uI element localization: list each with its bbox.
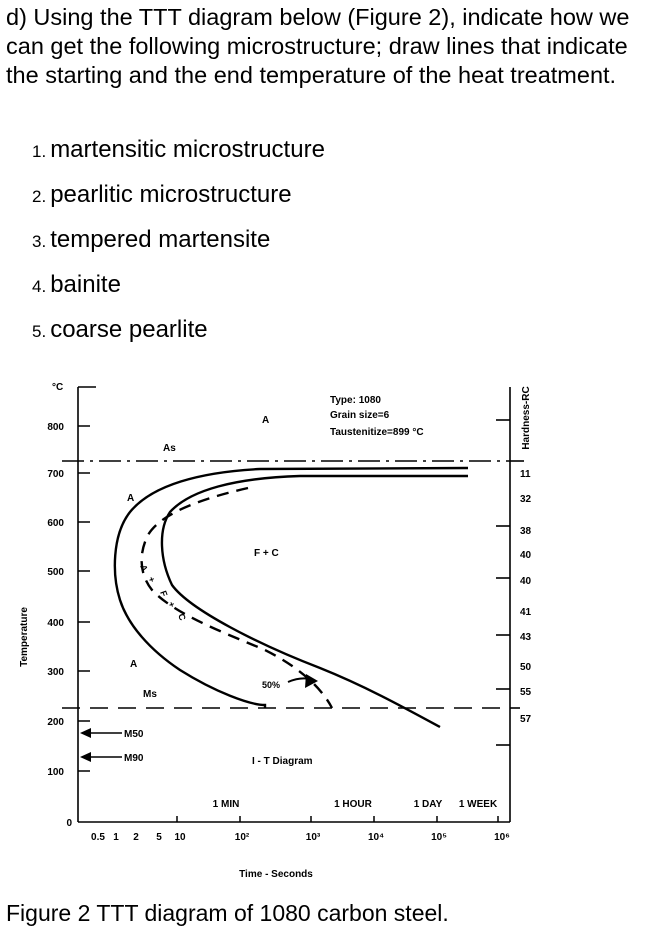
- list-number: 2.: [32, 187, 47, 206]
- x-tick-label: 10³: [305, 832, 321, 843]
- hardness-axis-label: Hardness-RC: [521, 386, 532, 450]
- x-ticks: [177, 816, 498, 822]
- finish-curve: [162, 476, 468, 727]
- y-tick-label: 400: [47, 618, 64, 629]
- y-tick-label: 600: [47, 518, 64, 529]
- y-tick-label: 100: [47, 767, 64, 778]
- region-m50: M50: [124, 729, 144, 740]
- region-a-low: A: [130, 659, 138, 670]
- x-tick-label: 10⁶: [494, 832, 510, 843]
- region-a-top: A: [262, 415, 270, 426]
- grain-size: Grain size=6: [330, 410, 390, 421]
- austenitize-temp: Taustenitize=899 °C: [330, 427, 424, 438]
- list-number: 5.: [32, 322, 47, 341]
- right-ticks: [496, 420, 510, 745]
- time-mark-label: 1 MIN: [212, 799, 240, 810]
- hardness-value: 40: [520, 576, 532, 587]
- region-ms: Ms: [143, 689, 157, 700]
- hardness-values: [520, 469, 532, 725]
- list-label: martensitic microstructure: [50, 136, 325, 163]
- y-tick-labels: [47, 422, 72, 829]
- time-mark-label: 1 DAY: [413, 799, 443, 810]
- list-number: 3.: [32, 232, 47, 251]
- x-tick-label: 1: [113, 832, 119, 843]
- list-item: [32, 179, 325, 224]
- label-f-plus-sym: +: [166, 600, 178, 609]
- y-tick-label: 500: [47, 567, 64, 578]
- list-number: 4.: [32, 277, 47, 296]
- y-ticks: [78, 426, 90, 771]
- list-label: pearlitic microstructure: [50, 181, 292, 208]
- hardness-value: 55: [520, 687, 532, 698]
- hardness-value: 38: [520, 526, 532, 537]
- steel-info: [330, 395, 424, 438]
- x-tick-label: 10: [174, 832, 186, 843]
- x-tick-label: 2: [133, 832, 139, 843]
- m90-arrow-head-icon: [80, 752, 91, 762]
- y-tick-label: 300: [47, 667, 64, 678]
- x-axis-label: Time - Seconds: [239, 869, 313, 880]
- hardness-value: 50: [520, 662, 532, 673]
- list-item: [32, 224, 325, 269]
- x-tick-label: 5: [156, 832, 162, 843]
- x-tick-labels: [91, 832, 510, 843]
- x-tick-label: 10²: [234, 832, 250, 843]
- figure-caption: Figure 2 TTT diagram of 1080 carbon steel.: [6, 900, 449, 926]
- y-tick-label: 0: [66, 818, 72, 829]
- hardness-value: 57: [520, 714, 532, 725]
- list-item: [32, 269, 325, 314]
- microstructure-list: [32, 134, 325, 359]
- y-unit: °C: [52, 382, 64, 393]
- y-tick-label: 200: [47, 717, 64, 728]
- hardness-value: 40: [520, 550, 532, 561]
- list-label: coarse pearlite: [50, 316, 208, 343]
- region-it: I - T Diagram: [252, 756, 313, 767]
- region-as: As: [163, 443, 176, 454]
- list-item: [32, 314, 325, 359]
- y-tick-label: 800: [47, 422, 64, 433]
- time-mark-label: 1 WEEK: [458, 799, 498, 810]
- label-f-plus: F: [158, 589, 170, 598]
- region-m90: M90: [124, 753, 144, 764]
- region-fc: F + C: [254, 548, 279, 559]
- label-a-plus: A: [138, 563, 150, 573]
- hardness-value: 41: [520, 607, 532, 618]
- time-marks: [213, 799, 498, 810]
- hardness-value: 11: [520, 469, 531, 480]
- y-axis-label: Temperature: [19, 607, 30, 667]
- time-mark-label: 1 HOUR: [334, 799, 372, 810]
- x-tick-label: 10⁵: [431, 832, 447, 843]
- list-number: 1.: [32, 142, 47, 161]
- list-label: tempered martensite: [50, 226, 271, 253]
- ttt-diagram: [0, 378, 649, 888]
- region-a-nose: A: [127, 493, 135, 504]
- region-fifty: 50%: [262, 680, 281, 690]
- question-text: d) Using the TTT diagram below (Figure 2), indicate how we can get the following microstructure; draw lines that indicate the starting and the end temperature of the heat treatment.: [6, 4, 630, 88]
- hardness-value: 43: [520, 632, 532, 643]
- list-item: [32, 134, 325, 179]
- start-curve: [115, 468, 468, 708]
- y-tick-label: 700: [47, 469, 64, 480]
- label-a-plus-sym: +: [146, 575, 158, 584]
- m50-arrow-head-icon: [80, 728, 91, 738]
- x-tick-label: 10⁴: [367, 832, 385, 843]
- fifty-percent-curve: [142, 488, 332, 708]
- list-label: bainite: [50, 271, 121, 298]
- hardness-value: 32: [520, 494, 532, 505]
- label-c: C: [176, 612, 188, 622]
- x-tick-label: 0.5: [91, 832, 105, 843]
- steel-type: Type: 1080: [330, 395, 381, 406]
